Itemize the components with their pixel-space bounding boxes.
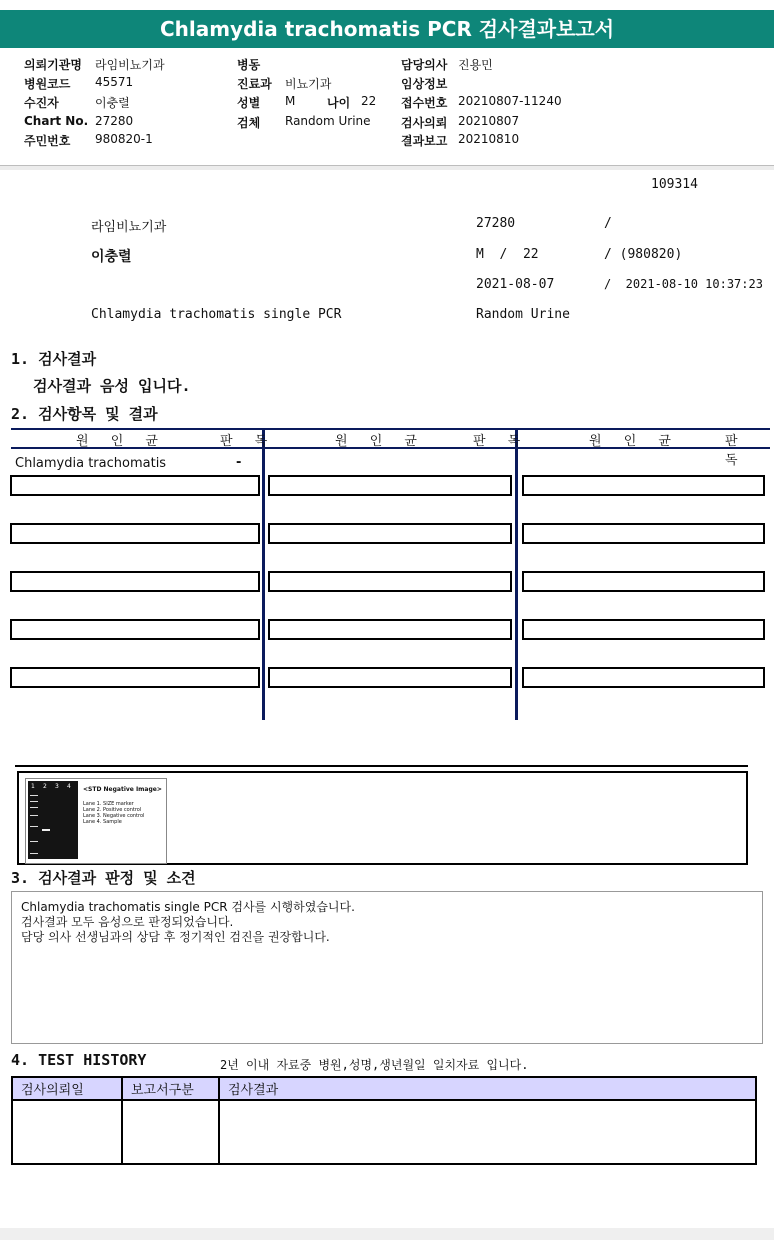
hospcode-label: 병원코드 xyxy=(24,77,71,91)
comment-line: 담당 의사 선생님과의 상담 후 정기적인 검진을 권장합니다. xyxy=(21,930,330,944)
patient-label: 수진자 xyxy=(24,96,59,110)
doctor-value: 진용민 xyxy=(458,58,493,72)
result-value: - xyxy=(236,455,242,470)
ward-label: 병동 xyxy=(237,58,261,72)
document-number: 109314 xyxy=(651,177,698,192)
table-col-divider-2 xyxy=(515,428,518,720)
result-row-box xyxy=(522,571,765,592)
result-row-box xyxy=(268,619,512,640)
age-value: 22 xyxy=(361,94,377,108)
col-pathogen-2: 원 인 균 xyxy=(335,434,426,449)
gel-legend-3: Lane 3. Negative control xyxy=(83,813,145,819)
result-row-box xyxy=(10,475,260,496)
gel-title: <STD Negative Image> xyxy=(83,786,162,793)
section-2-title: 2. 검사항목 및 결과 xyxy=(11,405,158,423)
result-row-box xyxy=(268,667,512,688)
result-row-box xyxy=(522,619,765,640)
comment-line: 검사결과 모두 음성으로 판정되었습니다. xyxy=(21,915,234,929)
col-pathogen-3: 원 인 균 xyxy=(589,434,680,449)
gel-legend-4: Lane 4. Sample xyxy=(83,819,122,825)
history-header-row xyxy=(12,1077,756,1100)
chart-value: 27280 xyxy=(95,114,134,128)
request-value: 20210807 xyxy=(458,114,520,128)
dept-label: 진료과 xyxy=(237,77,272,91)
gel-legend-1: Lane 1. SIZE marker xyxy=(83,801,134,807)
col-judge-3: 판 독 xyxy=(725,434,747,468)
ssn-value: 980820-1 xyxy=(95,132,153,146)
col-judge-1: 판 독 xyxy=(220,434,277,449)
age-label: 나이 xyxy=(327,96,351,110)
page-footer xyxy=(0,1228,774,1240)
summary-sex-age: M / 22 xyxy=(476,247,539,262)
hospcode-value: 45571 xyxy=(95,75,134,89)
clinical-label: 임상정보 xyxy=(401,77,448,91)
section-1-title: 1. 검사결과 xyxy=(11,350,97,368)
result-row-box xyxy=(10,667,260,688)
history-col-request-date: 검사의뢰일 xyxy=(12,1077,122,1100)
report-date-label: 결과보고 xyxy=(401,134,448,148)
comment-box xyxy=(11,891,763,1044)
gel-positive-band xyxy=(42,829,50,831)
section-4-title: 4. TEST HISTORY xyxy=(11,1051,147,1069)
result-pathogen-name: Chlamydia trachomatis xyxy=(15,456,167,471)
reception-label: 접수번호 xyxy=(401,96,448,110)
chart-label: Chart No. xyxy=(24,114,89,128)
gel-image xyxy=(25,778,167,864)
result-row-box xyxy=(268,523,512,544)
history-table xyxy=(11,1076,757,1165)
gel-image-panel xyxy=(17,771,748,865)
ssn-label: 주민번호 xyxy=(24,134,71,148)
history-col-report-type: 보고서구분 xyxy=(122,1077,219,1100)
summary-request-date: 2021-08-07 xyxy=(476,277,555,292)
table-col-divider-1 xyxy=(262,428,265,720)
reception-value: 20210807-11240 xyxy=(458,94,562,108)
gel-lane-1-number: 1 xyxy=(31,783,35,790)
result-row-box xyxy=(10,523,260,544)
gel-lane-3-number: 3 xyxy=(55,783,59,790)
sex-label: 성별 xyxy=(237,96,261,110)
result-row-box xyxy=(268,475,512,496)
dept-value: 비뇨기과 xyxy=(285,77,332,91)
gel-photo xyxy=(28,781,78,859)
history-col-result: 검사결과 xyxy=(219,1077,756,1100)
summary-slash: / xyxy=(604,216,612,231)
col-judge-2: 판 독 xyxy=(473,434,530,449)
summary-patient: 이충렬 xyxy=(91,249,132,265)
summary-specimen: Random Urine xyxy=(476,307,570,322)
col-pathogen-1: 원 인 균 xyxy=(76,434,167,449)
summary-report-datetime: / 2021-08-10 10:37:23 xyxy=(604,277,763,291)
gel-legend-2: Lane 2. Positive control xyxy=(83,807,142,813)
patient-info-block xyxy=(0,54,774,164)
sex-value: M xyxy=(285,94,296,108)
report-date-value: 20210810 xyxy=(458,132,520,146)
summary-hospital: 라임비뇨기과 xyxy=(91,220,167,235)
request-label: 검사의뢰 xyxy=(401,116,448,130)
result-row-box xyxy=(522,523,765,544)
org-label: 의뢰기관명 xyxy=(24,58,82,72)
specimen-label: 검체 xyxy=(237,116,261,130)
result-row-box xyxy=(522,667,765,688)
result-row-box xyxy=(10,571,260,592)
header-divider xyxy=(0,165,774,170)
section-1-result-text: 검사결과 음성 입니다. xyxy=(33,377,191,395)
patient-value: 이충렬 xyxy=(95,96,130,110)
summary-chart: 27280 xyxy=(476,216,516,231)
section-3-title: 3. 검사결과 판정 및 소견 xyxy=(11,869,196,887)
result-row-box xyxy=(10,619,260,640)
comment-line: Chlamydia trachomatis single PCR 검사를 시행하였습니다. xyxy=(21,900,355,914)
gel-lane-2-number: 2 xyxy=(43,783,47,790)
org-value: 라임비뇨기과 xyxy=(95,58,165,72)
history-empty-row xyxy=(12,1100,756,1164)
result-row-box xyxy=(522,475,765,496)
result-row-box xyxy=(268,571,512,592)
summary-test-name: Chlamydia trachomatis single PCR xyxy=(91,307,342,322)
history-note: 2년 이내 자료중 병원,성명,생년월일 일치자료 입니다. xyxy=(220,1058,529,1072)
summary-birth: / (980820) xyxy=(604,247,683,262)
gel-lane-4-number: 4 xyxy=(67,783,71,790)
specimen-value: Random Urine xyxy=(285,114,371,128)
gel-top-rule xyxy=(15,765,748,767)
doctor-label: 담당의사 xyxy=(401,58,448,72)
report-title: Chlamydia trachomatis PCR 검사결과보고서 xyxy=(0,10,774,48)
